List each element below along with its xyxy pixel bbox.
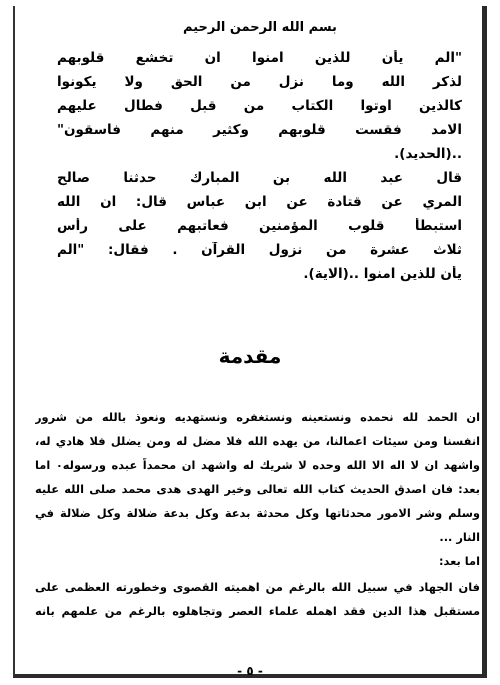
body-line-4: بعد: فان اصدق الحديث كتاب الله تعالى وخير الهدى هدى محمد صلى الله عليه (35, 482, 480, 496)
book-page (13, 6, 487, 678)
verse-line-3: كالذين اوتوا الكتاب من قبل فطال عليهم (57, 98, 462, 114)
body-line-2: انفسنا ومن سيئات اعمالنا، من يهده الله فلا مضل له ومن يضلل فلا هادي له، (35, 434, 480, 448)
hadith-line-1: قال عبد الله بن المبارك حدثنا صالح (57, 170, 462, 186)
verse-line-2: لذكر الله وما نزل من الحق ولا يكونوا (57, 74, 462, 90)
body-line-7: اما بعد: (438, 554, 480, 568)
hadith-line-5: يأن للذين امنوا ..(الاية). (303, 266, 462, 282)
body-line-1: ان الحمد لله نحمده ونستعينه ونستغفره ونستهديه ونعوذ بالله من شرور (35, 410, 480, 424)
hadith-line-3: استبطأ قلوب المؤمنين فعاتبهم على رأس (57, 218, 462, 234)
body-line-5: وسلم وشر الامور محدثاتها وكل محدثة بدعة وكل بدعة ضلالة وكل ضلالة في (35, 506, 480, 520)
verse-line-5: ..(الحديد). (394, 146, 462, 162)
section-title: مقدمة (218, 344, 282, 368)
body-line-8: فان الجهاد في سبيل الله بالرغم من اهميته القصوى وخطورته العظمى على (35, 580, 480, 594)
bismillah-heading: بسم الله الرحمن الرحيم (183, 20, 337, 35)
hadith-line-2: المري عن قتادة عن ابن عباس قال: ان الله (57, 194, 462, 210)
body-line-6: النار ... (439, 530, 480, 544)
body-line-9: مستقبل هذا الدين فقد اهمله علماء العصر وتجاهلوه بالرغم من علمهم بانه (35, 604, 480, 618)
hadith-line-4: ثلاث عشرة من نزول القرآن . فقال: "الم (57, 242, 462, 258)
page-number: - ٥ - (237, 664, 263, 678)
verse-line-4: الامد فقست قلوبهم وكثير منهم فاسقون" (57, 122, 462, 138)
body-line-3: واشهد ان لا اله الا الله وحده لا شريك له واشهد ان محمداً عبده ورسوله٠ اما (35, 458, 480, 472)
verse-line-1: "الم يأن للذين امنوا ان تخشع قلوبهم (57, 50, 462, 66)
